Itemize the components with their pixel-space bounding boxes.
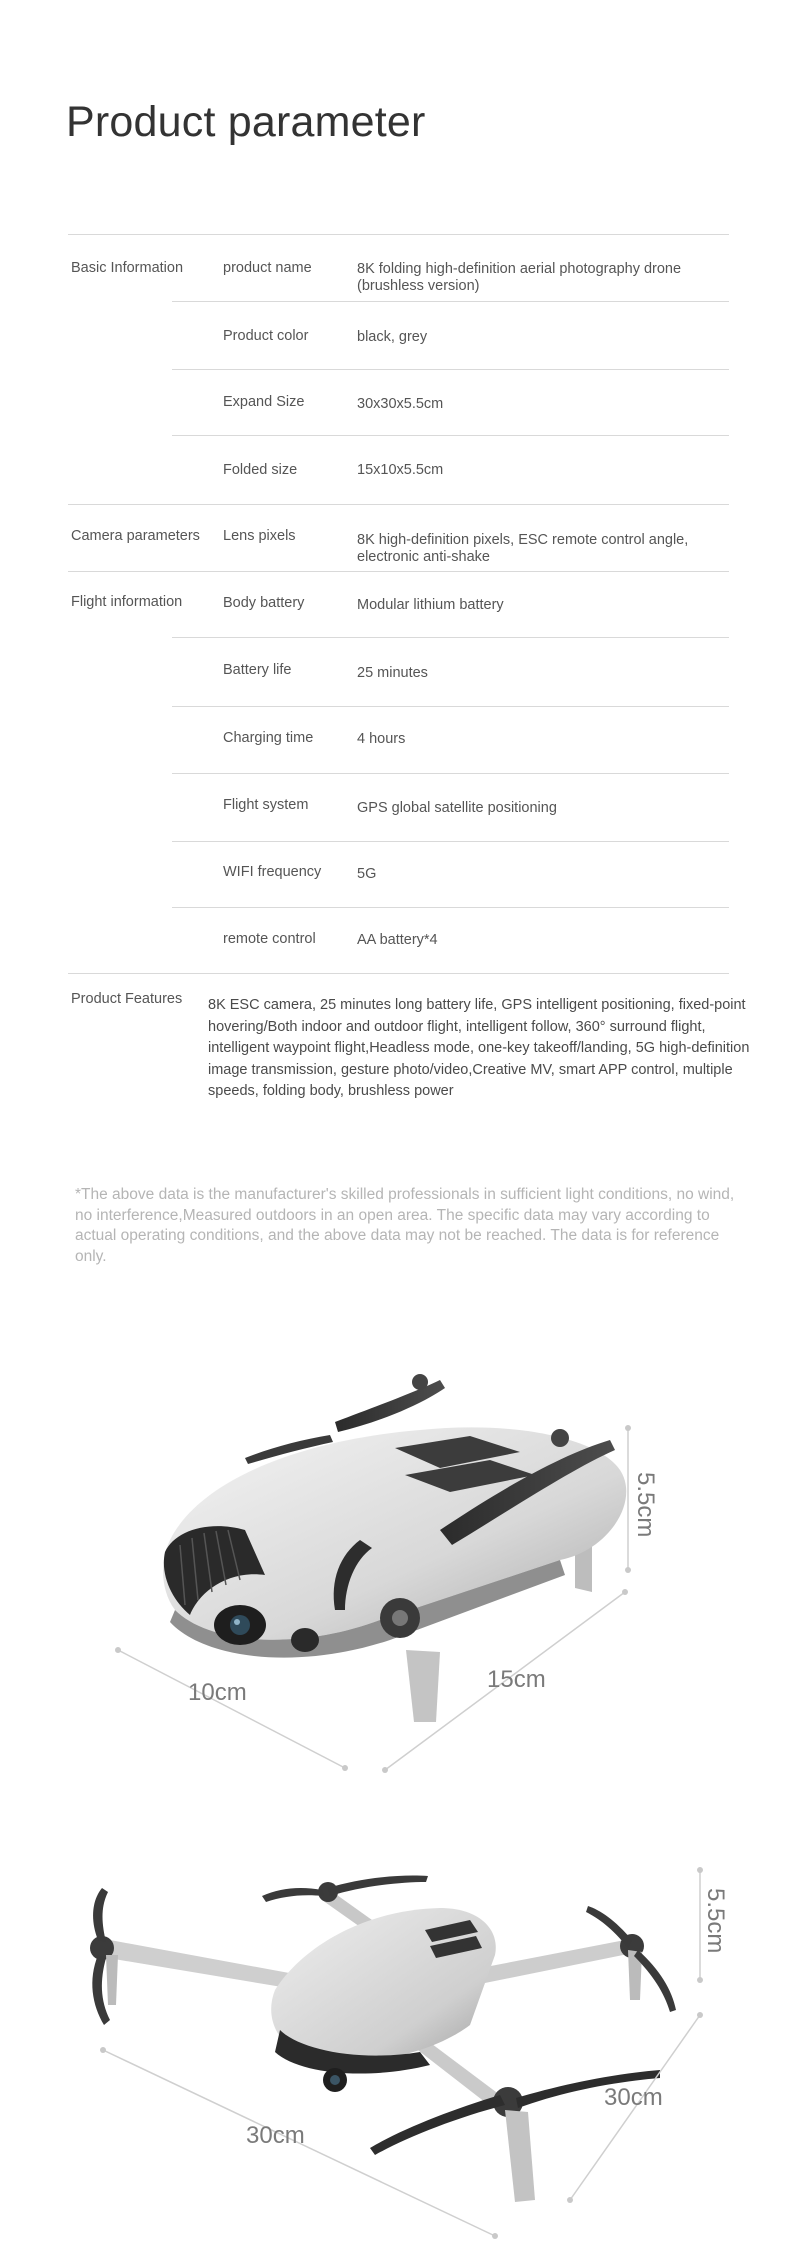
param-value: black, grey xyxy=(357,329,428,345)
row-rule xyxy=(172,637,729,638)
param-value: 8K high-definition pixels, ESC remote control angle, electronic anti-shake xyxy=(357,532,689,565)
section-flight-information: Flight information xyxy=(71,594,183,610)
product-features-text: 8K ESC camera, 25 minutes long battery life, GPS intelligent positioning, fixed-point hovering/Both indoor and outdoor flight, intelligent follow, 360° surround flight, intelligent waypoint flight,Headless mode, one-key takeoff/landing, 5G high-definition image transmission, gesture photo/video,Creative MV, smart APP control, multiple speeds, folding body, brushless power xyxy=(208,997,750,1099)
page-title: Product parameter xyxy=(66,98,426,146)
param-label: Body battery xyxy=(223,595,305,611)
expanded-drone-illustration xyxy=(0,1830,790,2260)
section-rule xyxy=(68,973,729,974)
param-value: 8K folding high-definition aerial photography drone (brushless version) xyxy=(357,261,682,294)
expanded-width-label: 30cm xyxy=(246,2122,305,2149)
section-camera-parameters: Camera parameters xyxy=(71,528,200,544)
row-rule xyxy=(172,301,729,302)
product-features-label: Product Features xyxy=(71,991,183,1007)
section-rule xyxy=(68,571,729,572)
param-label: Battery life xyxy=(223,662,292,678)
row-rule xyxy=(172,841,729,842)
row-rule xyxy=(172,435,729,436)
row-rule xyxy=(172,773,729,774)
param-value: 5G xyxy=(357,866,377,882)
param-label: Folded size xyxy=(223,462,298,478)
param-label: Product color xyxy=(223,328,309,344)
param-value: AA battery*4 xyxy=(357,932,438,948)
disclaimer-note: *The above data is the manufacturer's skilled professionals in sufficient light conditions, no wind, no interference,Measured outdoors in an open area. The specific data may vary according to actual operating conditions, and the above data may not be reached. The data is for reference only. xyxy=(75,1186,735,1265)
param-value: 25 minutes xyxy=(357,665,428,681)
section-rule xyxy=(68,504,729,505)
param-value: 4 hours xyxy=(357,731,406,747)
folded-drone-illustration xyxy=(0,1360,790,1780)
param-value: GPS global satellite positioning xyxy=(357,800,557,816)
table-top-rule xyxy=(68,234,729,235)
param-value: Modular lithium battery xyxy=(357,597,504,613)
expanded-length-label: 30cm xyxy=(604,2084,663,2111)
param-label: remote control xyxy=(223,931,316,947)
folded-height-label: 5.5cm xyxy=(632,1472,659,1538)
param-label: Charging time xyxy=(223,730,314,746)
expanded-height-label: 5.5cm xyxy=(702,1888,729,1954)
section-basic-information: Basic Information xyxy=(71,260,184,276)
param-label: Expand Size xyxy=(223,394,305,410)
param-value: 30x30x5.5cm xyxy=(357,396,444,412)
row-rule xyxy=(172,907,729,908)
param-label: Lens pixels xyxy=(223,528,296,544)
param-label: WIFI frequency xyxy=(223,864,322,880)
folded-width-label: 10cm xyxy=(188,1679,247,1706)
row-rule xyxy=(172,706,729,707)
param-value: 15x10x5.5cm xyxy=(357,462,444,478)
folded-length-label: 15cm xyxy=(487,1666,546,1693)
row-rule xyxy=(172,369,729,370)
param-label: Flight system xyxy=(223,797,309,813)
param-label: product name xyxy=(223,260,312,276)
